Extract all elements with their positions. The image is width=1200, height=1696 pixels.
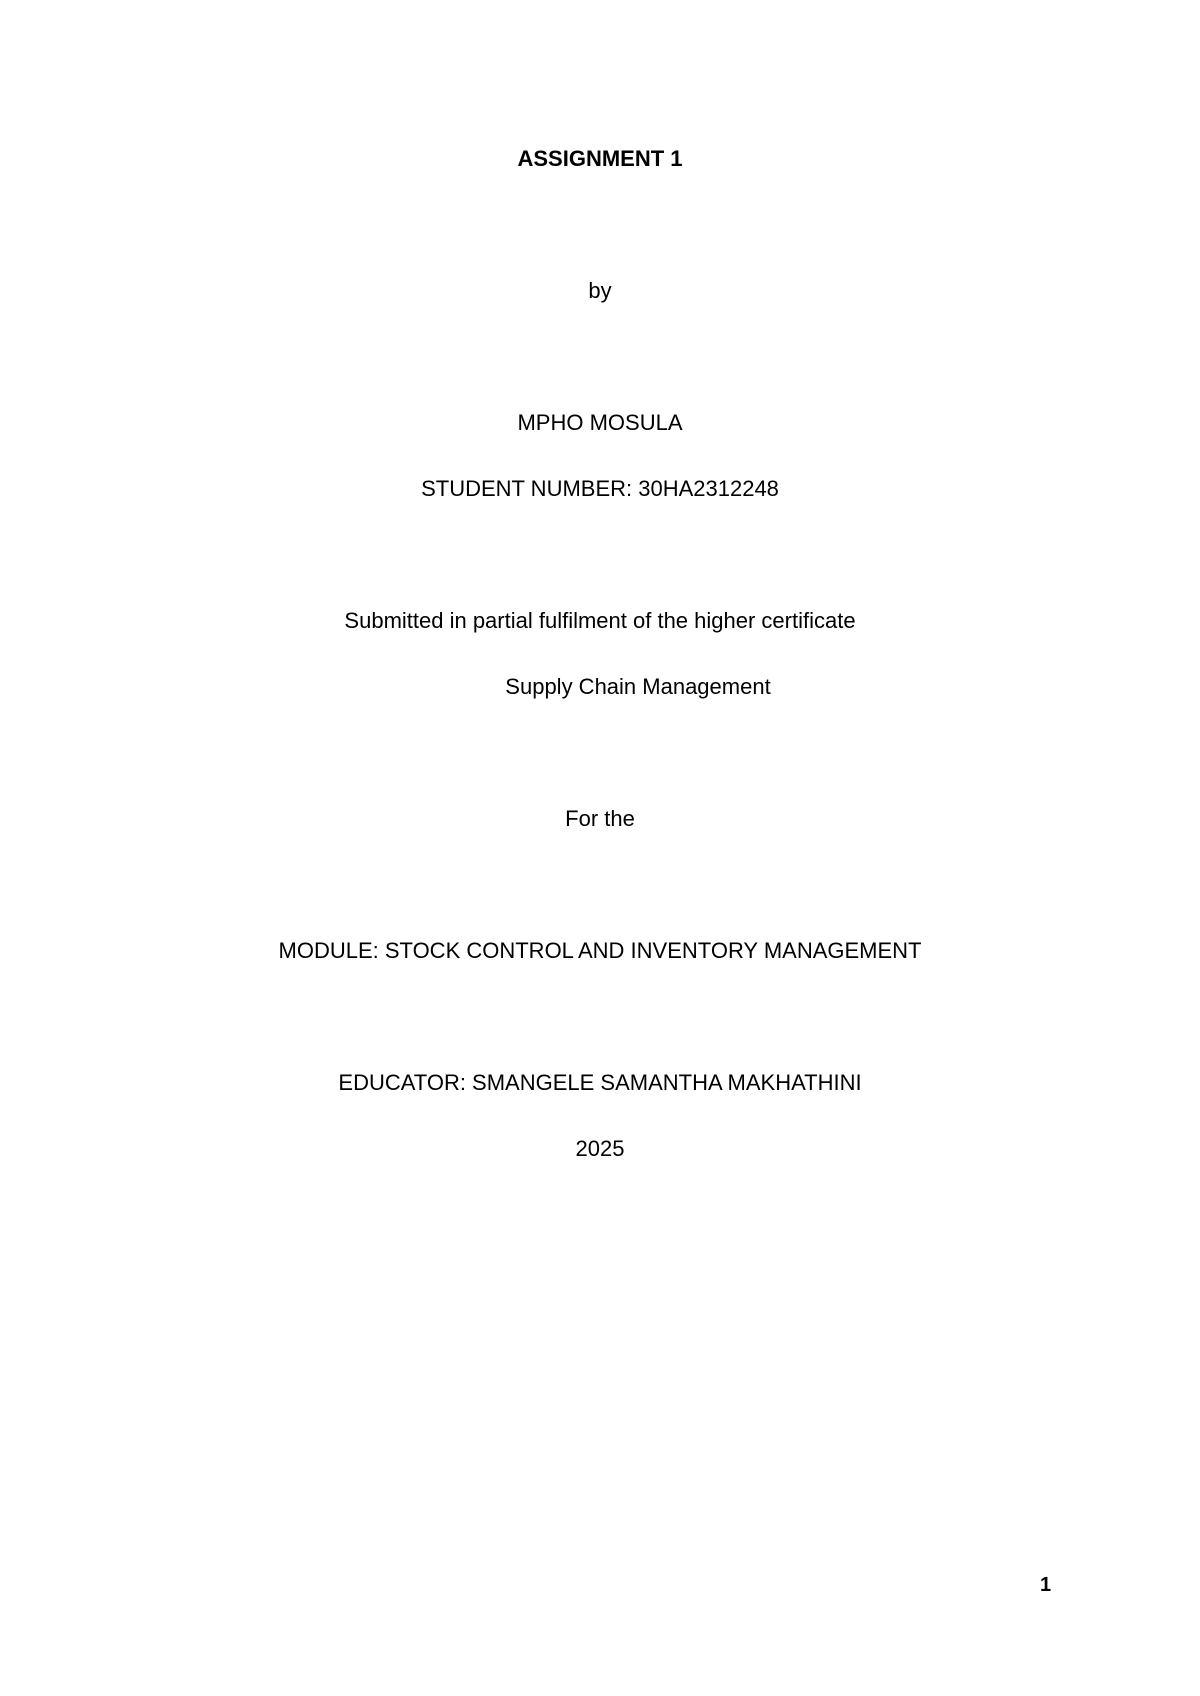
program-name: Supply Chain Management [505,674,771,699]
submission-statement: Submitted in partial fulfilment of the higher certificate [344,608,856,633]
by-label: by [588,278,612,303]
student-name: MPHO MOSULA [517,410,683,435]
student-number: STUDENT NUMBER: 30HA2312248 [421,476,779,501]
assignment-title: ASSIGNMENT 1 [517,146,683,171]
module-name: MODULE: STOCK CONTROL AND INVENTORY MANAGEMENT [278,938,922,963]
page-number: 1 [1040,1574,1052,1596]
year: 2025 [575,1136,625,1161]
for-the-label: For the [565,806,635,831]
educator-name: EDUCATOR: SMANGELE SAMANTHA MAKHATHINI [338,1070,862,1095]
